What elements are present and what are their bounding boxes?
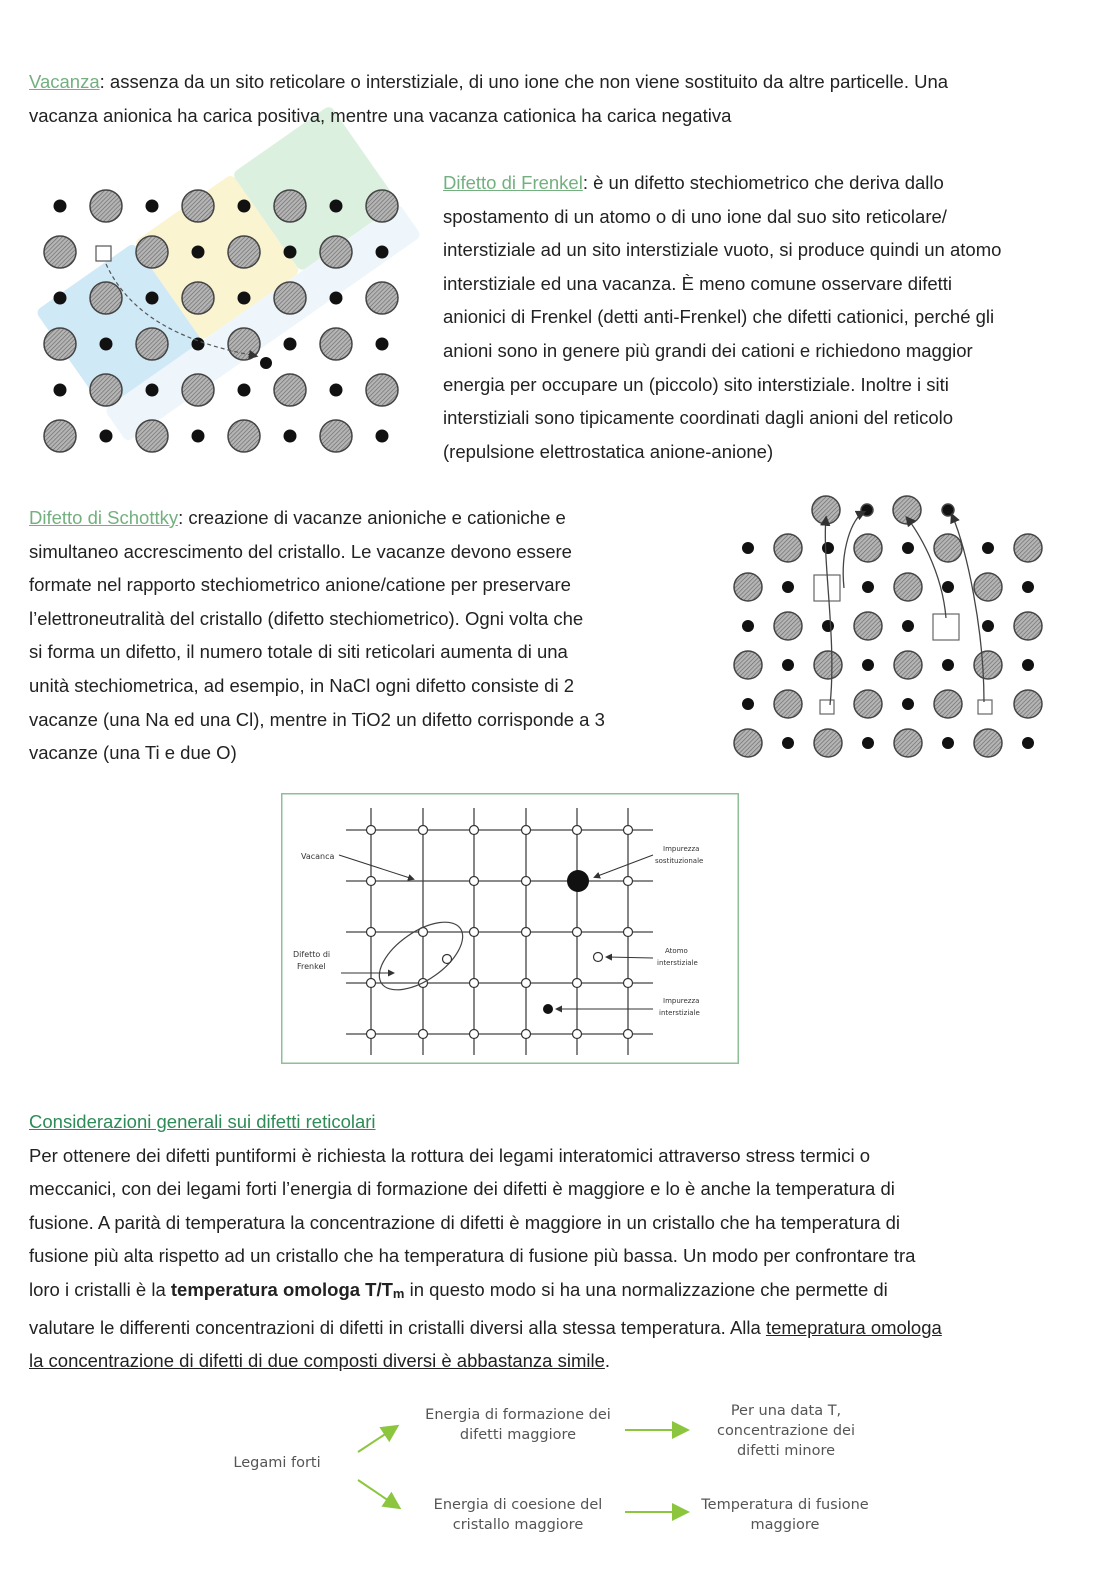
label-subst-2: sostituzionale [655,857,704,865]
cation-atom [862,659,874,671]
cation-atom [284,430,297,443]
anion-atom [894,573,922,601]
cation-atom [192,246,205,259]
lattice-node [624,979,633,988]
anion-atom [974,573,1002,601]
lattice-node [419,1030,428,1039]
cation-atom [330,292,343,305]
surface-atom [861,504,873,516]
lattice-node [573,979,582,988]
schottky-paragraph: Difetto di Schottky: creazione di vacanze anioniche e cationiche e simultaneo accrescimento del cristallo. Le vacanze devono essere formate nel rapporto stechiometrico anione/catione per preservare l’elettroneutralità del cristallo (difetto stechiometrico). Ogni volta che si forma un difetto, il numero totale di siti reticolari aumenta di una unità stechiometrica, ad esempio, in NaCl ogni difetto consiste di 2 vacanze (una Na ed una Cl), mentre in TiO2 un difetto corrisponde a 3 vacanze (una Ti e due O) [29,507,605,764]
surface-atom [942,504,954,516]
frenkel-lattice-figure [36,178,408,466]
arrow-down-right [358,1480,398,1507]
anion-atom [974,729,1002,757]
lattice-node [624,826,633,835]
frenkel-term: Difetto di Frenkel [443,172,583,193]
lattice-node [470,928,479,937]
anion-atom [814,651,842,679]
cation-atom [902,698,914,710]
anion-atom [136,328,168,360]
label-interstitial-atom-2: interstiziale [657,959,698,967]
label-interstitial-imp-2: interstiziale [659,1009,700,1017]
lattice-node [419,826,428,835]
cation-atom [238,200,251,213]
lattice-node [624,1030,633,1039]
anion-atom [228,328,260,360]
cation-atom [238,292,251,305]
anion-atom [274,374,306,406]
anion-atom [734,729,762,757]
cation-atom [902,620,914,632]
anion-atom [182,374,214,406]
lattice-node [367,826,376,835]
cation-atom [782,581,794,593]
strong-bonds-label: Legami forti [233,1455,321,1471]
cation-atom [146,292,159,305]
cohesion-energy-label: Energia di coesione del cristallo maggiore [433,1497,603,1533]
anion-atom [774,690,802,718]
anion-atom [90,190,122,222]
anion-atom [854,690,882,718]
cation-atom [822,620,834,632]
cation-atom [1022,659,1034,671]
lattice-node [624,877,633,886]
anion-atom [44,236,76,268]
label-interstitial-imp-1: Impurezza [663,997,700,1005]
cation-atom [284,338,297,351]
formation-energy-label: Energia di formazione dei difetti maggiore [425,1407,611,1443]
anion-atom [974,651,1002,679]
surface-atom [893,496,921,524]
cation-atom [942,737,954,749]
cation-atom [376,246,389,259]
anion-atom [734,651,762,679]
lattice-node [522,826,531,835]
anion-atom [90,374,122,406]
homologous-temperature: temperatura omologa $T/T_m$ [170,1278,405,1301]
cation-atom [192,338,205,351]
label-subst-1: Impurezza [663,845,700,853]
anion-atom [1014,690,1042,718]
label-frenkel-2: Frenkel [297,962,326,971]
cation-atom [330,200,343,213]
cation-atom [100,338,113,351]
anion-atom [774,612,802,640]
anion-atom [228,236,260,268]
frenkel-paragraph: Difetto di Frenkel: è un difetto stechiometrico che deriva dallo spostamento di un atomo o di uno ione dal suo sito reticolare/ interstiziale ad un sito interstiziale vuoto, si produce quindi un atomo interstiziale ed una vacanza. È meno comune osservare difetti anionici di Frenkel (detti anti-Frenkel) che difetti cationici, perché gli anioni sono in genere più grandi dei cationi e richiedono maggior energia per occupare un (piccolo) sito interstiziale. Inoltre i siti interstiziali sono tipicamente coordinati dagli anioni del reticolo (repulsione elettrostatica anione-anione) [443,172,1002,462]
cation-atom [1022,581,1034,593]
cation-atom [742,542,754,554]
anion-atom [1014,612,1042,640]
anion-atom [934,690,962,718]
anion-atom [894,729,922,757]
lattice-node [367,928,376,937]
anion-atom [274,282,306,314]
lattice-node [470,826,479,835]
cation-atom [284,246,297,259]
lattice-node [470,1030,479,1039]
lattice-node [367,979,376,988]
anion-atom [734,573,762,601]
anion-atom [274,190,306,222]
lattice-node [367,1030,376,1039]
anion-atom [320,236,352,268]
cation-atom [902,542,914,554]
lattice-node [522,877,531,886]
cation-atom [376,338,389,351]
cation-atom [782,659,794,671]
cation-atom [54,292,67,305]
lattice-node [367,877,376,886]
cation-atom [862,737,874,749]
lattice-node [573,1030,582,1039]
label-interstitial-atom-1: Atomo [665,947,688,955]
lattice-node [573,826,582,835]
lattice-node [470,979,479,988]
cation-atom [192,430,205,443]
anion-atom [1014,534,1042,562]
vacancy-line-2: vacanza anionica ha carica positiva, mentre una vacanza cationica ha carica negativa [29,104,732,126]
anion-atom [934,534,962,562]
lattice-node [522,979,531,988]
anion-atom [44,420,76,452]
cation-atom [982,542,994,554]
cation-atom [146,200,159,213]
cation-atom [942,659,954,671]
lattice-node [522,928,531,937]
lattice-node [522,1030,531,1039]
cation-atom [742,620,754,632]
cation-atom [782,737,794,749]
cation-atom [146,384,159,397]
point-defects-figure [281,793,739,1064]
arrow-up-right [358,1427,396,1452]
anion-atom [228,420,260,452]
anion-atom [320,420,352,452]
anion-atom [366,282,398,314]
anion-atom [136,420,168,452]
vacancy-term: Vacanza [29,71,100,92]
anion-atom [854,534,882,562]
vacancy-paragraph [29,65,948,132]
label-vacancy: Vacanca [301,852,335,861]
anion-atom [774,534,802,562]
anion-atom [366,190,398,222]
cation-atom [822,542,834,554]
anion-atom [854,612,882,640]
anion-atom [90,282,122,314]
schottky-lattice-figure [722,490,1052,766]
cation-atom [376,430,389,443]
cation-atom [742,698,754,710]
lattice-node [470,877,479,886]
cation-atom [54,384,67,397]
anion-atom [894,651,922,679]
anion-atom [182,190,214,222]
melting-temperature-label: Temperatura di fusione maggiore [701,1497,869,1533]
lattice-node [573,928,582,937]
cation-atom [54,200,67,213]
anion-atom [136,236,168,268]
cation-atom [238,384,251,397]
anion-atom [44,328,76,360]
cation-atom [100,430,113,443]
given-t-label: Per una data T, concentrazione dei difetti minore [716,1403,856,1459]
cation-atom [1022,737,1034,749]
anion-atom [182,282,214,314]
general-title: Considerazioni generali sui difetti reticolari [29,1111,376,1132]
vacancy-line-1: : assenza da un sito reticolare o interstiziale, di uno ione che non viene sostituito da altre particelle. Una [99,71,949,92]
lattice-node [624,928,633,937]
cation-atom [862,581,874,593]
general-considerations-paragraph: Considerazioni generali sui difetti reticolari Per ottenere dei difetti puntiformi è richiesta la rottura dei legami interatomici attraverso stress termici o meccanici, con dei legami forti l’energia di formazione dei difetti è maggiore e lo è anche la temperatura di fusione. A parità di temperatura la concentrazione di difetti è maggiore in un cristallo che ha temperatura di fusione più alta rispetto ad un cristallo che ha temperatura di fusione più bassa. Un modo per confrontare tra loro i cristalli è la temperatura omologa $T/T_m$ in questo modo si ha una normalizzazione che permette di valutare le differenti concentrazioni di difetti in cristalli diversi alla stessa temperatura. Alla temepratura omologa la concentrazione di difetti di due composti diversi è abbastanza simile. [29,1111,942,1372]
anion-atom [320,328,352,360]
schottky-term: Difetto di Schottky [29,507,179,528]
label-frenkel-1: Difetto di [293,950,331,959]
cation-atom [330,384,343,397]
anion-atom [366,374,398,406]
cation-atom [982,620,994,632]
cation-atom [942,581,954,593]
strong-bonds-flowchart [200,1395,920,1555]
anion-atom [814,729,842,757]
